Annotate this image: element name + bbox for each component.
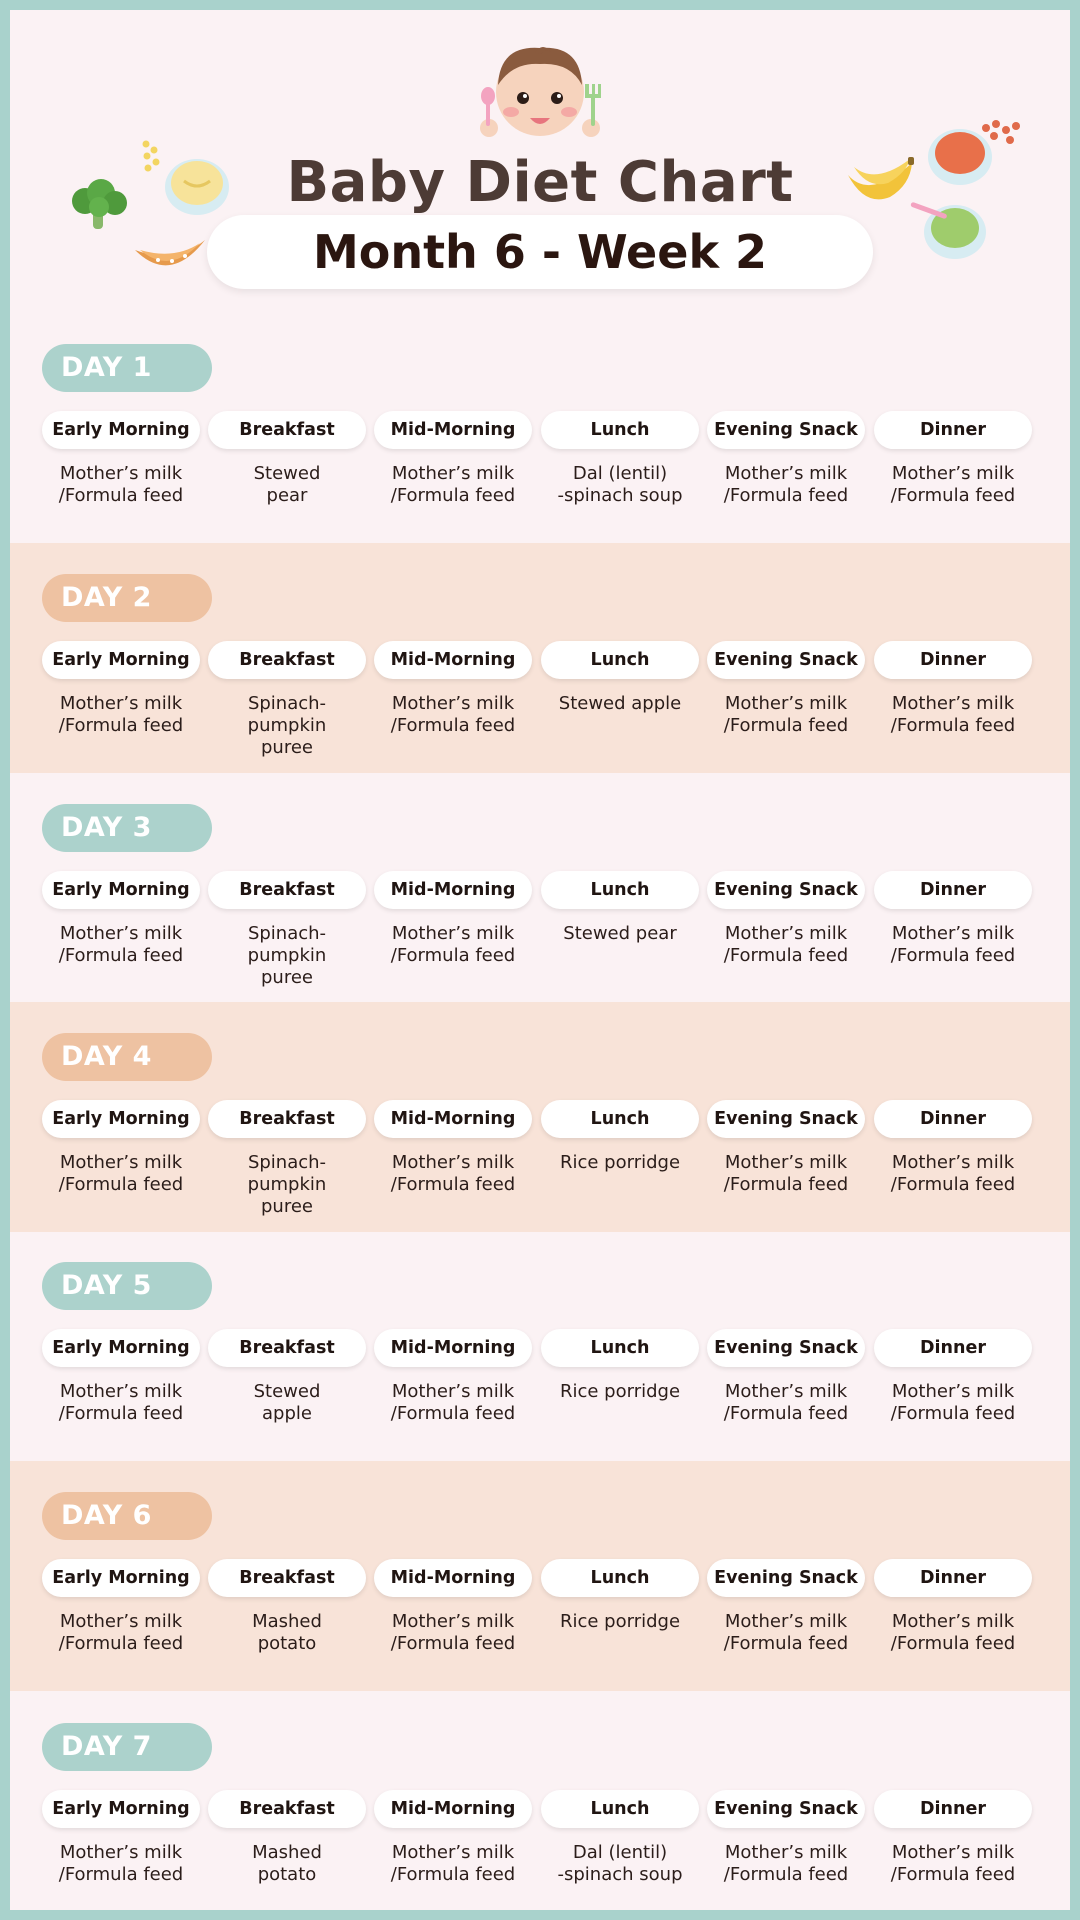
meal-label: Dinner — [874, 411, 1032, 449]
food-item: Mother’s milk /Formula feed — [58, 1152, 184, 1195]
food-item: Mother’s milk /Formula feed — [390, 1381, 516, 1424]
meal-label: Breakfast — [208, 871, 366, 909]
food-item: Mother’s milk /Formula feed — [58, 1611, 184, 1654]
food-item: Mother’s milk /Formula feed — [723, 1152, 849, 1195]
food-item: Rice porridge — [559, 1611, 681, 1632]
food-item: Mother’s milk /Formula feed — [390, 463, 516, 506]
meal-label: Dinner — [874, 1790, 1032, 1828]
food-item: Stewed pear — [563, 923, 677, 944]
day-badge: DAY 7 — [42, 1723, 212, 1771]
food-item: Rice porridge — [559, 1381, 681, 1402]
meal-label: Mid-Morning — [374, 641, 532, 679]
food-item: Mother’s milk /Formula feed — [890, 1842, 1016, 1885]
meal-label: Breakfast — [208, 1100, 366, 1138]
food-item: Mashed potato — [252, 1611, 322, 1654]
food-item: Mother’s milk /Formula feed — [890, 463, 1016, 506]
meal-label: Lunch — [541, 1790, 699, 1828]
food-item: Mother’s milk /Formula feed — [890, 1611, 1016, 1654]
berries-icon — [980, 118, 1025, 148]
diet-chart — [10, 10, 1070, 1910]
day-badge: DAY 2 — [42, 574, 212, 622]
meal-header-row — [42, 1329, 1042, 1367]
meal-header-row — [42, 1559, 1042, 1597]
day-section — [10, 1461, 1070, 1691]
food-item: Mother’s milk /Formula feed — [58, 693, 184, 736]
melon-slice-icon — [130, 230, 210, 280]
meal-label: Mid-Morning — [374, 1790, 532, 1828]
meal-label: Early Morning — [42, 1790, 200, 1828]
day-badge: DAY 5 — [42, 1262, 212, 1310]
baby-face-icon — [465, 40, 615, 150]
day-section — [10, 1231, 1070, 1461]
food-item: Mother’s milk /Formula feed — [58, 463, 184, 506]
food-item: Mother’s milk /Formula feed — [390, 693, 516, 736]
meal-label: Early Morning — [42, 1559, 200, 1597]
day-section — [10, 1002, 1070, 1232]
meal-label: Dinner — [874, 641, 1032, 679]
food-item: Mother’s milk /Formula feed — [723, 693, 849, 736]
food-item: Mother’s milk /Formula feed — [723, 1381, 849, 1424]
meal-label: Dinner — [874, 1559, 1032, 1597]
food-item: Mother’s milk /Formula feed — [390, 1611, 516, 1654]
meal-header-row — [42, 411, 1042, 449]
food-item: Mother’s milk /Formula feed — [723, 463, 849, 506]
meal-label: Early Morning — [42, 871, 200, 909]
food-item: Mother’s milk /Formula feed — [58, 1381, 184, 1424]
food-item: Stewed apple — [558, 693, 682, 714]
meal-header-row — [42, 641, 1042, 679]
meal-label: Lunch — [541, 871, 699, 909]
food-item: Mother’s milk /Formula feed — [890, 693, 1016, 736]
food-item: Dal (lentil) -spinach soup — [557, 463, 683, 506]
day-badge: DAY 3 — [42, 804, 212, 852]
meal-label: Breakfast — [208, 1790, 366, 1828]
meal-label: Early Morning — [42, 641, 200, 679]
meal-label: Mid-Morning — [374, 1100, 532, 1138]
meal-label: Mid-Morning — [374, 1329, 532, 1367]
meal-label: Evening Snack — [707, 1790, 865, 1828]
day-badge: DAY 1 — [42, 344, 212, 392]
food-item: Spinach- pumpkin puree — [247, 923, 327, 988]
meal-label: Breakfast — [208, 1329, 366, 1367]
meal-label: Dinner — [874, 871, 1032, 909]
food-item: Stewed pear — [253, 463, 321, 506]
food-item: Spinach- pumpkin puree — [247, 1152, 327, 1217]
food-row — [42, 1842, 1042, 1910]
meal-label: Lunch — [541, 641, 699, 679]
food-item: Mother’s milk /Formula feed — [723, 1842, 849, 1885]
meal-label: Evening Snack — [707, 641, 865, 679]
meal-label: Breakfast — [208, 641, 366, 679]
food-row — [42, 1381, 1042, 1456]
meal-label: Evening Snack — [707, 1329, 865, 1367]
subtitle-text: Month 6 - Week 2 — [312, 225, 768, 279]
meal-label: Early Morning — [42, 1329, 200, 1367]
food-item: Mother’s milk /Formula feed — [723, 1611, 849, 1654]
meal-label: Mid-Morning — [374, 1559, 532, 1597]
meal-label: Mid-Morning — [374, 871, 532, 909]
food-item: Mother’s milk /Formula feed — [890, 1381, 1016, 1424]
meal-label: Lunch — [541, 1329, 699, 1367]
meal-label: Evening Snack — [707, 411, 865, 449]
food-item: Mother’s milk /Formula feed — [890, 923, 1016, 966]
meal-label: Evening Snack — [707, 1100, 865, 1138]
day-badge: DAY 6 — [42, 1492, 212, 1540]
meal-label: Evening Snack — [707, 871, 865, 909]
food-item: Mother’s milk /Formula feed — [390, 1842, 516, 1885]
meal-header-row — [42, 1790, 1042, 1828]
header — [10, 10, 1070, 320]
food-item: Stewed apple — [253, 1381, 321, 1424]
food-item: Mother’s milk /Formula feed — [723, 923, 849, 966]
food-item: Mother’s milk /Formula feed — [390, 923, 516, 966]
meal-header-row — [42, 1100, 1042, 1138]
food-item: Mother’s milk /Formula feed — [890, 1152, 1016, 1195]
day-section — [10, 773, 1070, 1003]
food-row — [42, 1611, 1042, 1686]
meal-label: Lunch — [541, 411, 699, 449]
meal-label: Breakfast — [208, 411, 366, 449]
meal-label: Early Morning — [42, 1100, 200, 1138]
day-badge: DAY 4 — [42, 1033, 212, 1081]
meal-label: Evening Snack — [707, 1559, 865, 1597]
food-row — [42, 463, 1042, 538]
day-section — [10, 1692, 1070, 1910]
subtitle-banner — [207, 215, 873, 289]
day-section — [10, 313, 1070, 543]
food-item: Mother’s milk /Formula feed — [58, 923, 184, 966]
page-title: Baby Diet Chart — [286, 150, 794, 215]
meal-label: Breakfast — [208, 1559, 366, 1597]
meal-header-row — [42, 871, 1042, 909]
food-item: Mashed potato — [252, 1842, 322, 1885]
food-item: Mother’s milk /Formula feed — [390, 1152, 516, 1195]
meal-label: Early Morning — [42, 411, 200, 449]
food-item: Rice porridge — [559, 1152, 681, 1173]
food-item: Mother’s milk /Formula feed — [58, 1842, 184, 1885]
meal-label: Dinner — [874, 1329, 1032, 1367]
food-item: Dal (lentil) -spinach soup — [557, 1842, 683, 1885]
day-section — [10, 543, 1070, 773]
meal-label: Lunch — [541, 1100, 699, 1138]
food-row — [42, 693, 1042, 768]
meal-label: Mid-Morning — [374, 411, 532, 449]
food-row — [42, 1152, 1042, 1227]
food-row — [42, 923, 1042, 998]
food-item: Spinach- pumpkin puree — [247, 693, 327, 758]
meal-label: Lunch — [541, 1559, 699, 1597]
meal-label: Dinner — [874, 1100, 1032, 1138]
